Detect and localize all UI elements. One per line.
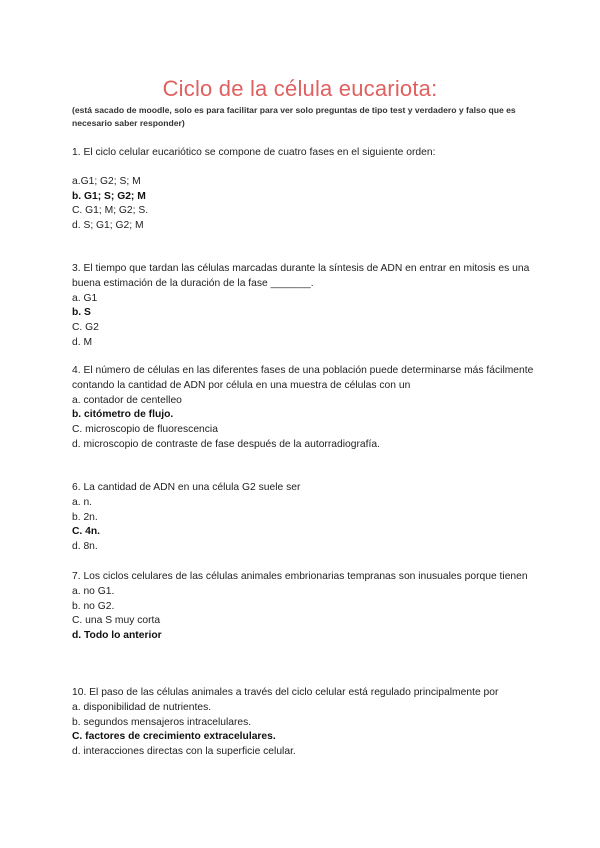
page-subtitle: (está sacado de moodle, solo es para facilitar para ver solo preguntas de tipo test y verdadero y falso que es necesario saber responder) bbox=[72, 105, 516, 128]
answer-option: d. 8n. bbox=[72, 541, 98, 553]
question-4 bbox=[72, 364, 542, 453]
answer-option: a. G1 bbox=[72, 292, 98, 304]
answer-option: b. no G2. bbox=[72, 600, 115, 612]
answer-option: C. microscopio de fluorescencia bbox=[72, 424, 218, 436]
answer-option-correct: d. Todo lo anterior bbox=[72, 630, 162, 642]
question-1 bbox=[72, 146, 542, 234]
question-stem: 7. Los ciclos celulares de las células animales embrionarias tempranas son inusuales porque tienen bbox=[72, 571, 528, 582]
answer-option: d. S; G1; G2; M bbox=[72, 220, 144, 232]
answer-option: d. M bbox=[72, 336, 93, 348]
question-10 bbox=[72, 686, 542, 760]
answer-option: a.G1; G2; S; M bbox=[72, 175, 141, 187]
answer-option-correct: b. citómetro de flujo. bbox=[72, 409, 174, 421]
answer-option: a. n. bbox=[72, 496, 93, 508]
answer-option-correct: b. S bbox=[72, 307, 91, 319]
answer-option: d. interacciones directas con la superficie celular. bbox=[72, 746, 296, 758]
answer-option: C. una S muy corta bbox=[72, 615, 161, 627]
answer-option: a. no G1. bbox=[72, 585, 115, 597]
question-stem: 6. La cantidad de ADN en una célula G2 suele ser bbox=[72, 482, 301, 493]
question-stem: 4. El número de células en las diferentes fases de una población puede determinarse más fácilmente contando la cantidad de ADN por célula en una muestra de células con un bbox=[72, 365, 534, 391]
answer-option: a. contador de centelleo bbox=[72, 394, 182, 406]
answer-option-correct: b. G1; S; G2; M bbox=[72, 190, 146, 202]
question-6 bbox=[72, 481, 542, 555]
question-7 bbox=[72, 570, 542, 644]
answer-option-correct: C. 4n. bbox=[72, 526, 101, 538]
answer-option: b. 2n. bbox=[72, 511, 98, 523]
question-stem: 3. El tiempo que tardan las células marcadas durante la síntesis de ADN en entrar en mitosis es una buena estimación de la duración de la fase _______. bbox=[72, 263, 530, 289]
answer-option: b. segundos mensajeros intracelulares. bbox=[72, 716, 252, 728]
answer-option: a. disponibilidad de nutrientes. bbox=[72, 701, 212, 713]
page-title: Ciclo de la célula eucariota: bbox=[162, 76, 438, 101]
answer-option: C. G1; M; G2; S. bbox=[72, 205, 149, 217]
question-stem: 10. El paso de las células animales a través del ciclo celular está regulado principalmente por bbox=[72, 687, 499, 698]
question-3 bbox=[72, 262, 542, 351]
question-stem: 1. El ciclo celular eucariótico se compone de cuatro fases en el siguiente orden: bbox=[72, 147, 436, 158]
answer-option: d. microscopio de contraste de fase después de la autorradiografía. bbox=[72, 438, 380, 450]
answer-option-correct: C. factores de crecimiento extracelulares. bbox=[72, 731, 276, 743]
answer-option: C. G2 bbox=[72, 322, 99, 334]
